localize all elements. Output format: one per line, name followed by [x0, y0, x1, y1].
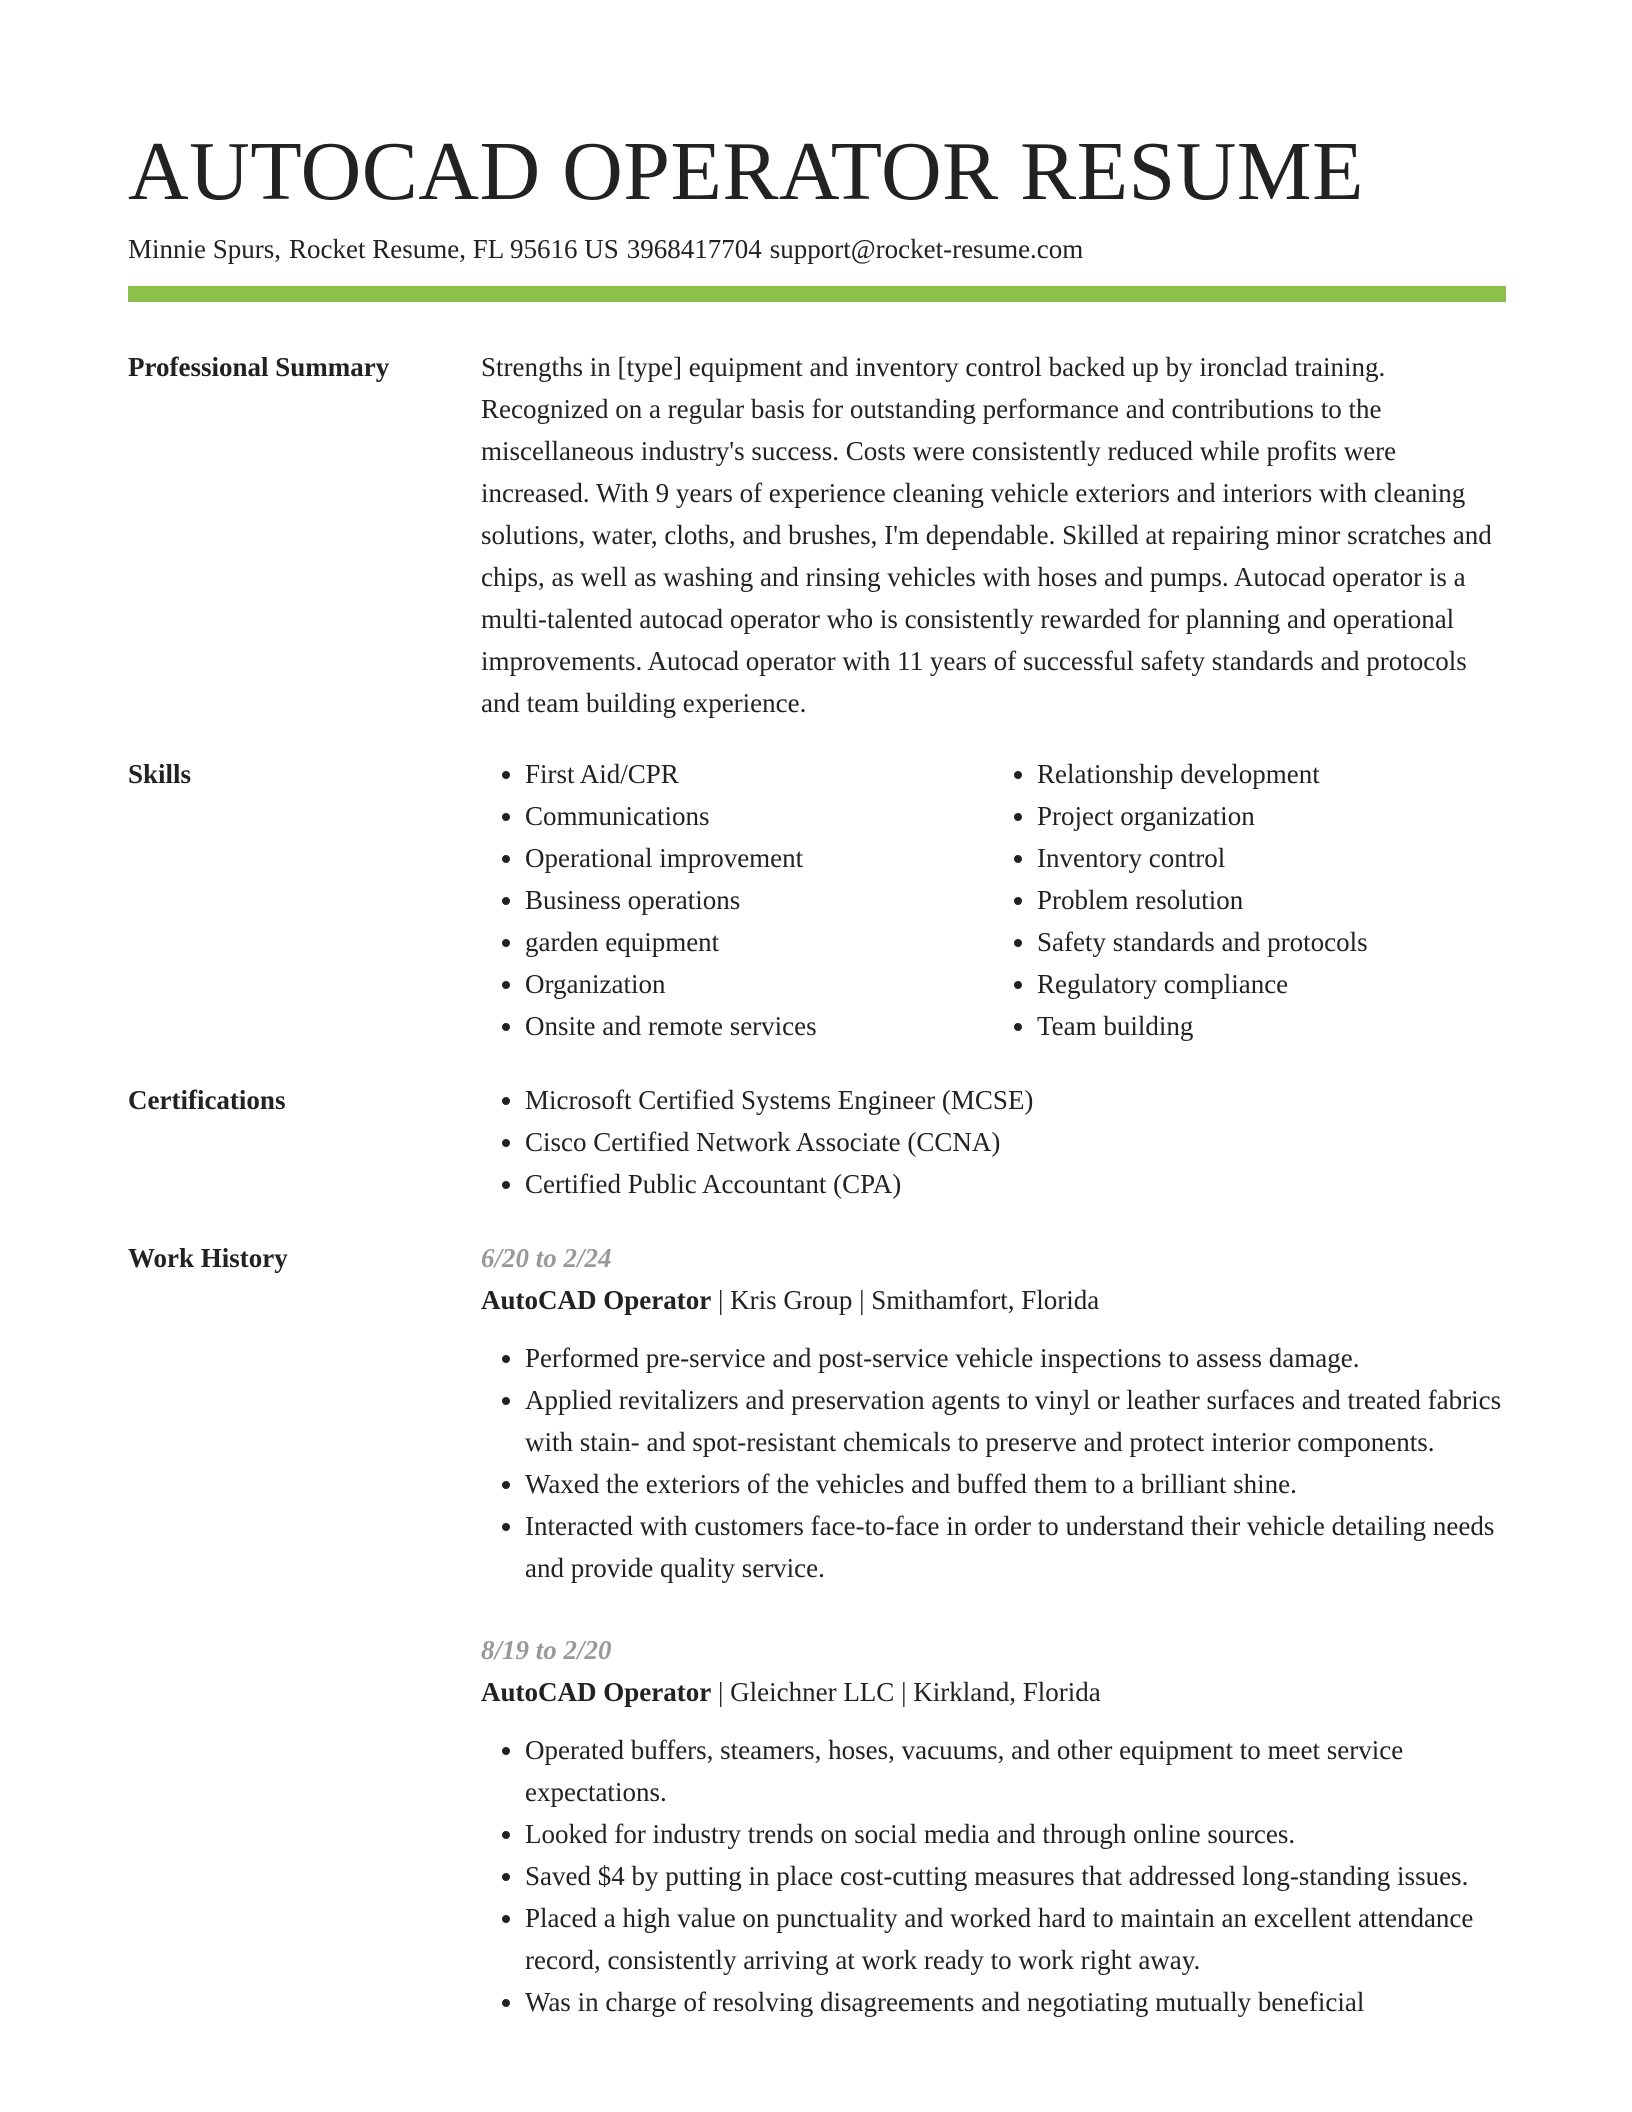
skill-item: • Business operations: [525, 879, 985, 921]
job-bullet: • Applied revitalizers and preservation agents to vinyl or leather surfaces and treated fabrics with stain- and spot-resistant chemicals to preserve and protect interior components.: [525, 1379, 1506, 1463]
contact-location: Rocket Resume, FL 95616 US: [289, 234, 619, 264]
skill-item: • First Aid/CPR: [525, 753, 985, 795]
certifications-heading: Certifications: [128, 1085, 286, 1115]
skill-item: • Regulatory compliance: [1037, 963, 1497, 1005]
header-divider: [128, 286, 1506, 302]
certifications-list: [481, 1079, 1506, 1205]
skill-item: • Safety standards and protocols: [1037, 921, 1497, 963]
page-title: AUTOCAD OPERATOR RESUME: [128, 125, 1364, 218]
certifications-body: [481, 1079, 1506, 1205]
contact-phone: 3968417704: [626, 234, 762, 264]
summary-body: [481, 346, 1506, 724]
skills-list-left: [481, 753, 985, 1047]
job-bullet: • Placed a high value on punctuality and worked hard to maintain an excellent attendance record, consistently arriving at work ready to work right away.: [525, 1897, 1506, 1981]
summary-text: Strengths in [type] equipment and inventory control backed up by ironclad training. Recognized on a regular basis for outstanding performance and contributions to the miscellaneous industry's success. Costs were consistently reduced while profits were increased. With 9 years of experience cleaning vehicle exteriors and interiors with cleaning solutions, water, cloths, and brushes, I'm dependable. Skilled at repairing minor scratches and chips, as well as washing and rinsing vehicles with hoses and pumps. Autocad operator is a multi-talented autocad operator who is consistently rewarded for planning and operational improvements. Autocad operator with 11 years of successful safety standards and protocols and team building experience.: [481, 352, 1492, 718]
skill-item: • Problem resolution: [1037, 879, 1497, 921]
skill-item: • Operational improvement: [525, 837, 985, 879]
skill-item: • Communications: [525, 795, 985, 837]
skill-item: • Project organization: [1037, 795, 1497, 837]
job-title: AutoCAD Operator: [481, 1677, 712, 1707]
contact-email: support@rocket-resume.com: [769, 234, 1084, 264]
job-header: [481, 1671, 1506, 1713]
summary-heading: Professional Summary: [128, 352, 390, 382]
skills-body: [481, 753, 1506, 1047]
skill-item: • Team building: [1037, 1005, 1497, 1047]
job-bullet: • Saved $4 by putting in place cost-cutting measures that addressed long-standing issues.: [525, 1855, 1506, 1897]
skill-item: • garden equipment: [525, 921, 985, 963]
job-dates: 6/20 to 2/24: [481, 1243, 612, 1273]
skill-item: • Organization: [525, 963, 985, 1005]
job-bullet: • Was in charge of resolving disagreements and negotiating mutually beneficial: [525, 1981, 1506, 2023]
certification-item: • Microsoft Certified Systems Engineer (MCSE): [525, 1079, 1506, 1121]
job-company-location: | Gleichner LLC | Kirkland, Florida: [711, 1677, 1101, 1707]
job-bullet: • Waxed the exteriors of the vehicles and buffed them to a brilliant shine.: [525, 1463, 1506, 1505]
certification-item: • Certified Public Accountant (CPA): [525, 1163, 1506, 1205]
skill-item: • Relationship development: [1037, 753, 1497, 795]
skills-heading: Skills: [128, 759, 192, 789]
job-bullet: • Interacted with customers face-to-face in order to understand their vehicle detailing needs and provide quality service.: [525, 1505, 1506, 1589]
job-bullets: [481, 1337, 1506, 1589]
certification-item: • Cisco Certified Network Associate (CCNA): [525, 1121, 1506, 1163]
job-bullet: • Looked for industry trends on social media and through online sources.: [525, 1813, 1506, 1855]
contact-name: Minnie Spurs,: [128, 234, 282, 264]
job-header: [481, 1279, 1506, 1321]
job-entry: [481, 1237, 1506, 1589]
skill-item: • Onsite and remote services: [525, 1005, 985, 1047]
work-history-heading: Work History: [128, 1243, 288, 1273]
contact-line: [128, 232, 1091, 266]
job-company-location: | Kris Group | Smithamfort, Florida: [711, 1285, 1100, 1315]
job-entry: [481, 1629, 1506, 2023]
skills-list-right: [993, 753, 1497, 1047]
job-dates: 8/19 to 2/20: [481, 1635, 612, 1665]
work-history-body: [481, 1237, 1506, 2023]
skill-item: • Inventory control: [1037, 837, 1497, 879]
job-bullet: • Operated buffers, steamers, hoses, vacuums, and other equipment to meet service expectations.: [525, 1729, 1506, 1813]
job-bullets: [481, 1729, 1506, 2023]
job-title: AutoCAD Operator: [481, 1285, 712, 1315]
job-bullet: • Performed pre-service and post-service vehicle inspections to assess damage.: [525, 1337, 1506, 1379]
